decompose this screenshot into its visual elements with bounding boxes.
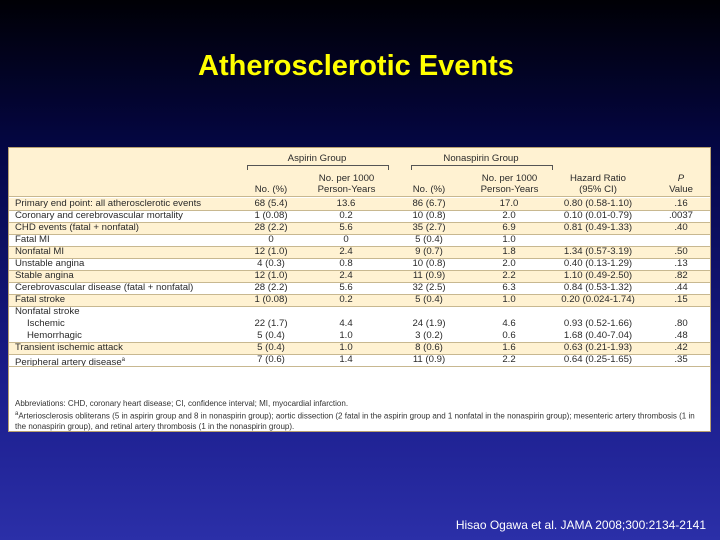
cell-n-rate: 2.2 <box>502 354 516 365</box>
col-header-hazard-ratio-line1: Hazard Ratio <box>570 173 626 184</box>
row-label-text: Fatal MI <box>15 234 50 245</box>
table-row <box>9 330 710 342</box>
aspirin-group-bracket <box>247 165 389 170</box>
cell-a-rate: 1.4 <box>339 354 353 365</box>
nonaspirin-group-heading: Nonaspirin Group <box>443 153 519 164</box>
row-divider <box>9 294 710 295</box>
footnote-a <box>15 409 705 432</box>
col-header-hazard-ratio <box>557 173 639 195</box>
cell-a-no: 68 (5.4) <box>254 198 288 209</box>
cell-hr: 1.10 (0.49-2.50) <box>563 270 633 281</box>
cell-hr: 0.63 (0.21-1.93) <box>563 342 633 353</box>
slide-title: Atherosclerotic Events <box>198 50 514 82</box>
row-label <box>27 330 82 342</box>
cell-p: .0037 <box>668 210 693 221</box>
row-divider <box>9 222 710 223</box>
events-table <box>8 147 711 432</box>
cell-n-rate: 6.9 <box>502 222 516 233</box>
cell-n-no: 24 (1.9) <box>412 318 446 329</box>
row-divider <box>9 306 710 307</box>
table-row <box>9 246 710 258</box>
row-label <box>15 198 201 210</box>
cell-p: .48 <box>674 330 688 341</box>
cell-hr: 0.64 (0.25-1.65) <box>563 354 633 365</box>
cell-a-rate: 0.2 <box>339 210 353 221</box>
cell-hr: 0.80 (0.58-1.10) <box>563 198 633 209</box>
cell-n-no: 5 (0.4) <box>415 234 443 245</box>
cell-a-no: 5 (0.4) <box>257 342 285 353</box>
cell-a-no: 12 (1.0) <box>254 246 288 257</box>
footnote-abbreviations: Abbreviations: CHD, coronary heart disease; CI, confidence interval; MI, myocardial infarction. <box>15 399 349 408</box>
table-row <box>9 210 710 222</box>
col-header-nonaspirin-rate <box>472 173 547 195</box>
row-label <box>15 282 193 294</box>
row-label-text: Stable angina <box>15 270 74 281</box>
table-row <box>9 234 710 246</box>
cell-a-rate: 0 <box>343 234 349 245</box>
cell-n-rate: 1.6 <box>502 342 516 353</box>
table-row <box>9 258 710 270</box>
cell-a-rate: 5.6 <box>339 222 353 233</box>
cell-n-no: 5 (0.4) <box>415 294 443 305</box>
row-divider <box>9 210 710 211</box>
table-row <box>9 270 710 282</box>
cell-a-rate: 0.2 <box>339 294 353 305</box>
cell-n-rate: 2.2 <box>502 270 516 281</box>
table-row <box>9 342 710 354</box>
row-label-text: Cerebrovascular disease (fatal + nonfatal) <box>15 282 194 293</box>
cell-hr: 0.81 (0.49-1.33) <box>563 222 633 233</box>
cell-hr: 0.93 (0.52-1.66) <box>563 318 633 329</box>
cell-p: .40 <box>674 222 688 233</box>
table-row <box>9 306 710 318</box>
col-header-p-line2: Value <box>669 184 693 195</box>
col-header-aspirin-rate <box>309 173 384 195</box>
row-label <box>15 294 65 306</box>
cell-n-rate: 1.0 <box>502 294 516 305</box>
cell-p: .15 <box>674 294 688 305</box>
cell-n-no: 32 (2.5) <box>412 282 446 293</box>
cell-n-rate: 1.0 <box>502 234 516 245</box>
cell-a-no: 1 (0.08) <box>254 294 288 305</box>
footnote-a-marker: a <box>15 411 19 417</box>
footnote-a-text: Arteriosclerosis obliterans (5 in aspirin group and 8 in nonaspirin group); aortic dissection (2 fatal in the aspirin group and 1 nonfatal in the nonaspirin group); mesenteric artery thrombosis (1 in the nonaspirin group), and retinal artery thrombosis (1 in the nonaspirin group). <box>15 411 695 431</box>
row-divider <box>9 366 710 367</box>
cell-n-no: 11 (0.9) <box>412 354 446 365</box>
citation: Hisao Ogawa et al. JAMA 2008;300:2134-2141 <box>455 518 706 532</box>
cell-a-no: 12 (1.0) <box>254 270 288 281</box>
cell-a-rate: 5.6 <box>339 282 353 293</box>
cell-n-rate: 6.3 <box>502 282 516 293</box>
cell-n-no: 11 (0.9) <box>412 270 446 281</box>
cell-p: .44 <box>674 282 688 293</box>
cell-a-rate: 13.6 <box>336 198 356 209</box>
row-divider <box>9 342 710 343</box>
cell-n-rate: 2.0 <box>502 258 516 269</box>
row-divider <box>9 354 710 355</box>
cell-p: .50 <box>674 246 688 257</box>
cell-a-rate: 2.4 <box>339 246 353 257</box>
col-header-nonaspirin-rate-line2: Person-Years <box>480 184 539 195</box>
row-label <box>15 234 50 246</box>
cell-a-rate: 0.8 <box>339 258 353 269</box>
row-label-text: Peripheral artery disease <box>15 357 122 369</box>
row-label-text: Primary end point: all atherosclerotic events <box>15 198 202 209</box>
cell-n-no: 35 (2.7) <box>412 222 446 233</box>
table-header <box>9 148 710 196</box>
cell-p: .42 <box>674 342 688 353</box>
cell-n-rate: 4.6 <box>502 318 516 329</box>
cell-a-no: 0 <box>268 234 274 245</box>
col-header-nonaspirin-rate-line1: No. per 1000 <box>481 173 538 184</box>
col-header-p-value <box>661 173 701 195</box>
table-row <box>9 318 710 330</box>
cell-hr: 0.10 (0.01-0.79) <box>563 210 633 221</box>
row-label <box>15 258 84 270</box>
cell-n-rate: 1.8 <box>502 246 516 257</box>
cell-p: .13 <box>674 258 688 269</box>
row-divider <box>9 270 710 271</box>
cell-hr: 1.34 (0.57-3.19) <box>563 246 633 257</box>
cell-hr: 0.20 (0.024-1.74) <box>561 294 635 305</box>
cell-n-no: 86 (6.7) <box>412 198 446 209</box>
row-label-text: Coronary and cerebrovascular mortality <box>15 210 183 221</box>
col-header-aspirin-rate-line1: No. per 1000 <box>318 173 375 184</box>
row-label-text: Unstable angina <box>15 258 85 269</box>
row-label-text: Nonfatal stroke <box>15 306 80 317</box>
header-rule <box>9 196 710 197</box>
row-divider <box>9 258 710 259</box>
cell-a-no: 28 (2.2) <box>254 222 288 233</box>
cell-n-rate: 0.6 <box>502 330 516 341</box>
row-label <box>15 222 139 234</box>
row-label-text: Transient ischemic attack <box>15 342 123 353</box>
row-label <box>15 246 64 258</box>
cell-n-no: 10 (0.8) <box>412 210 446 221</box>
row-label <box>27 318 65 330</box>
cell-a-no: 4 (0.3) <box>257 258 285 269</box>
cell-n-no: 10 (0.8) <box>412 258 446 269</box>
table-row <box>9 294 710 306</box>
cell-a-no: 5 (0.4) <box>257 330 285 341</box>
cell-hr: 0.40 (0.13-1.29) <box>563 258 633 269</box>
row-divider <box>9 246 710 247</box>
cell-a-no: 1 (0.08) <box>254 210 288 221</box>
row-label-text: Nonfatal MI <box>15 246 65 257</box>
aspirin-group-heading: Aspirin Group <box>287 153 347 164</box>
col-header-aspirin-no: No. (%) <box>254 184 288 195</box>
row-divider <box>9 234 710 235</box>
col-header-aspirin-rate-line2: Person-Years <box>317 184 376 195</box>
cell-a-rate: 1.0 <box>339 342 353 353</box>
col-header-p-line1: P <box>677 173 685 184</box>
cell-n-no: 9 (0.7) <box>415 246 443 257</box>
table-row <box>9 282 710 294</box>
row-label <box>15 270 74 282</box>
row-label <box>15 210 183 222</box>
cell-hr: 1.68 (0.40-7.04) <box>563 330 633 341</box>
row-label-text: Fatal stroke <box>15 294 66 305</box>
col-header-nonaspirin-no: No. (%) <box>412 184 446 195</box>
cell-a-rate: 4.4 <box>339 318 353 329</box>
cell-p: .16 <box>674 198 688 209</box>
table-footnotes <box>15 399 705 432</box>
cell-p: .82 <box>674 270 688 281</box>
cell-a-no: 28 (2.2) <box>254 282 288 293</box>
row-label <box>15 342 123 354</box>
row-label-text: CHD events (fatal + nonfatal) <box>15 222 139 233</box>
cell-a-no: 22 (1.7) <box>254 318 288 329</box>
cell-p: .35 <box>674 354 688 365</box>
nonaspirin-group-bracket <box>411 165 553 170</box>
cell-p: .80 <box>674 318 688 329</box>
row-divider <box>9 282 710 283</box>
table-row <box>9 354 710 369</box>
cell-n-rate: 17.0 <box>499 198 519 209</box>
cell-a-rate: 2.4 <box>339 270 353 281</box>
table-row <box>9 198 710 210</box>
row-label-text: Hemorrhagic <box>27 330 82 341</box>
cell-a-rate: 1.0 <box>339 330 353 341</box>
col-header-hazard-ratio-line2: (95% CI) <box>579 184 617 195</box>
row-label-footnote-marker: a <box>121 357 125 363</box>
cell-n-rate: 2.0 <box>502 210 516 221</box>
row-label <box>15 306 80 318</box>
cell-n-no: 8 (0.6) <box>415 342 443 353</box>
cell-n-no: 3 (0.2) <box>415 330 443 341</box>
cell-hr: 0.84 (0.53-1.32) <box>563 282 633 293</box>
cell-a-no: 7 (0.6) <box>257 354 285 365</box>
table-row <box>9 222 710 234</box>
row-label-text: Ischemic <box>27 318 65 329</box>
